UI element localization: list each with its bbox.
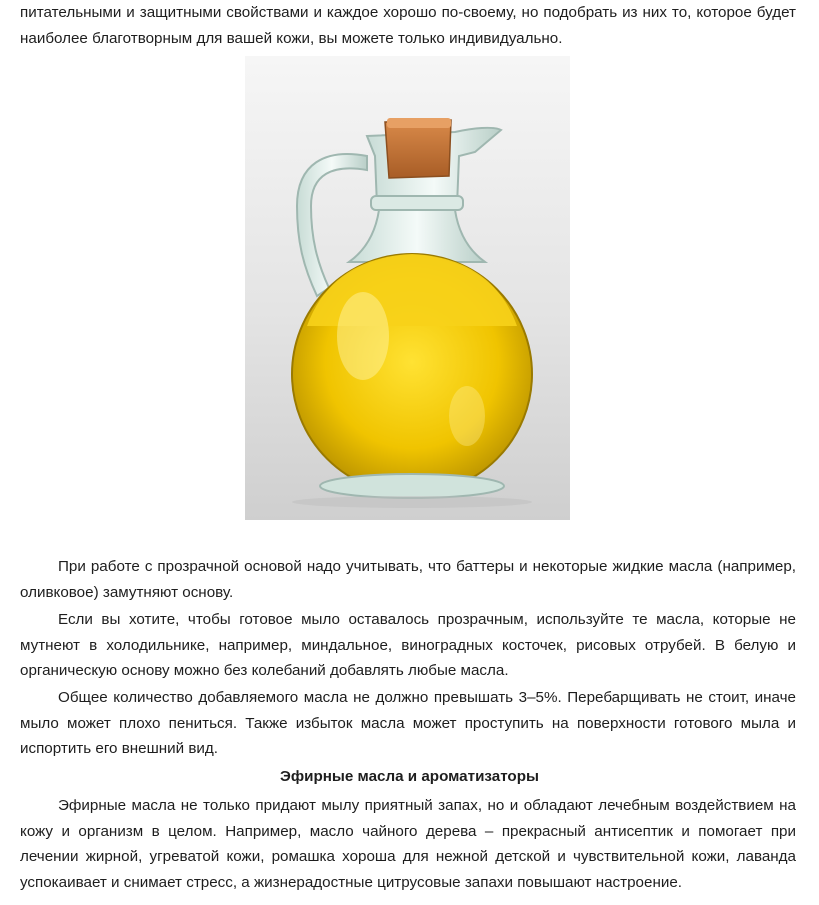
paragraph-2: Если вы хотите, чтобы готовое мыло оставалось прозрачным, используйте те масла, которые не мутнеют в холодильнике, например, миндальное, виноградных косточек, рисовых отрубей. В белую и органическую основу можно без колебаний добавлять любые масла. — [20, 611, 796, 680]
paragraph-1: При работе с прозрачной основой надо учитывать, что баттеры и некоторые жидкие масла (например, оливковое) замутняют основу. — [20, 558, 796, 601]
oil-jug-icon — [245, 56, 570, 520]
section-heading: Эфирные масла и ароматизаторы — [280, 768, 539, 785]
oil-jug-photo — [245, 56, 570, 520]
paragraph-3: Общее количество добавляемого масла не должно превышать 3–5%. Перебарщивать не стоит, иначе мыло может плохо пениться. Также избыток масла может проступить на поверхности готового мыла и испортить его внешний вид. — [20, 689, 796, 758]
section-paragraph: Эфирные масла не только придают мылу приятный запах, но и обладают лечебным воздействием на кожу и организм в целом. Например, масло чайного дерева – прекрасный антисептик и помогает при лечении жирной, угреватой кожи, ромашка хороша для нежной детской и чувствительной кожи, лаванда успокаивает и снимает стресс, а жизнерадостные цитрусовые запахи повышают настроение. — [20, 797, 796, 891]
intro-paragraph: питательными и защитными свойствами и каждое хорошо по-своему, но подобрать из них то, которое будет наиболее благотворным для вашей кожи, вы можете только индивидуально. — [20, 4, 796, 47]
